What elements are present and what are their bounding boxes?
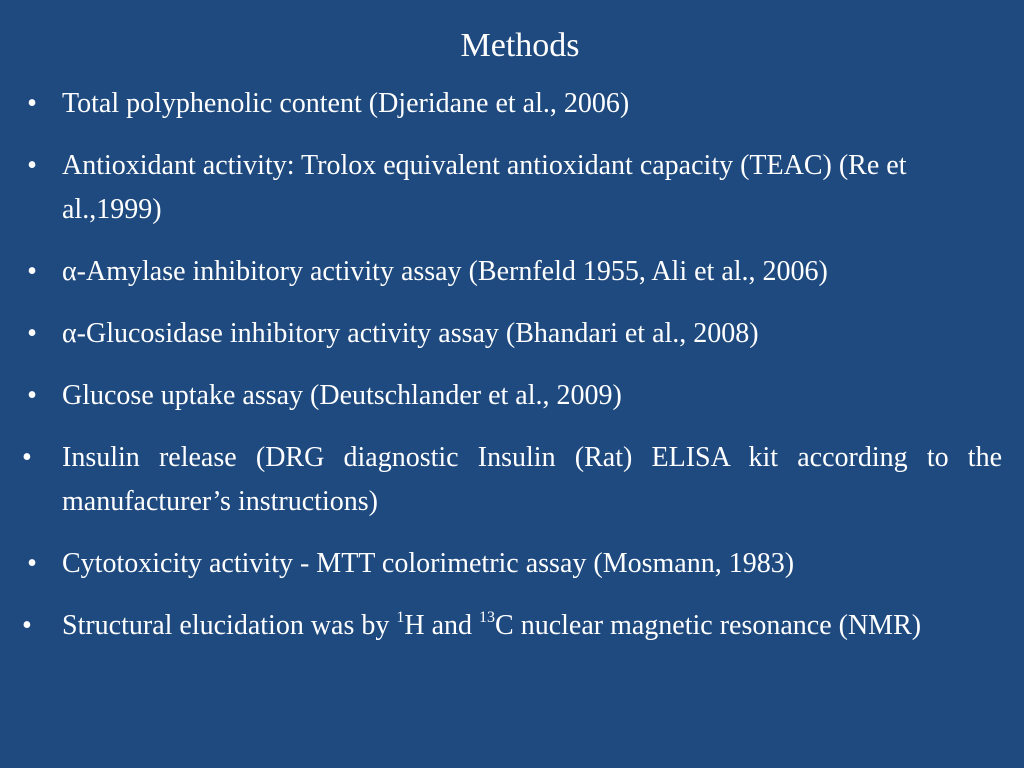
bullet-icon: •: [27, 150, 37, 181]
bullet-icon: •: [27, 380, 37, 411]
slide-title: Methods: [460, 27, 580, 64]
bullet-icon: •: [22, 610, 32, 641]
list-item-text: α-Glucosidase inhibitory activity assay (Bhandari et al., 2008): [62, 318, 759, 349]
nmr-text-part2: H and: [404, 610, 480, 641]
list-item-text: Glucose uptake assay (Deutschlander et al., 2009): [62, 380, 622, 411]
nmr-text-part1: Structural elucidation was by: [62, 610, 397, 641]
list-item: [22, 436, 1002, 524]
nmr-text: [62, 610, 921, 641]
bullet-icon: •: [27, 318, 37, 349]
list-item: [22, 82, 1002, 126]
nmr-text-part3: C nuclear magnetic resonance (NMR): [495, 610, 922, 641]
list-item-text: Insulin release (DRG diagnostic Insulin (Rat) ELISA kit according to the manufacturer’s instructions): [62, 442, 1002, 517]
list-item-text: Cytotoxicity activity - MTT colorimetric assay (Mosmann, 1983): [62, 548, 795, 579]
superscript-13: 13: [479, 609, 496, 626]
methods-list: [22, 82, 1002, 666]
list-item: [22, 144, 1002, 232]
list-item-text: α-Amylase inhibitory activity assay (Bernfeld 1955, Ali et al., 2006): [62, 256, 828, 287]
bullet-icon: •: [27, 88, 37, 119]
superscript-1: 1: [396, 609, 405, 626]
list-item: [22, 542, 1002, 586]
bullet-icon: •: [27, 256, 37, 287]
list-item-text: Antioxidant activity: Trolox equivalent antioxidant capacity (TEAC) (Re et al.,1999): [62, 150, 907, 225]
bullet-icon: •: [27, 548, 37, 579]
list-item: [22, 250, 1002, 294]
list-item: [22, 312, 1002, 356]
list-item-text: Total polyphenolic content (Djeridane et al., 2006): [62, 88, 630, 119]
list-item-nmr: [22, 604, 1002, 648]
bullet-icon: •: [22, 442, 32, 473]
list-item: [22, 374, 1002, 418]
